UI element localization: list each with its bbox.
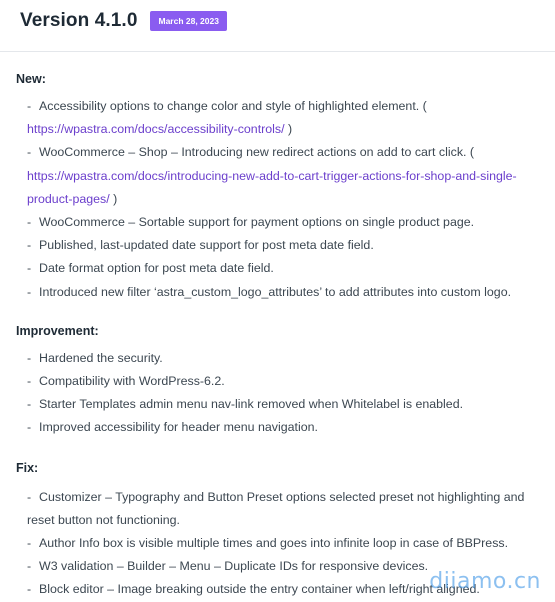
section-title-improvement: Improvement: bbox=[16, 323, 99, 338]
dash-marker: - bbox=[27, 99, 32, 113]
dash-marker: - bbox=[27, 284, 32, 299]
section-improvement bbox=[0, 324, 555, 440]
item-text: Published, last-updated date support for post meta date field. bbox=[39, 238, 374, 253]
new-items-list bbox=[0, 95, 555, 304]
release-date-badge: March 28, 2023 bbox=[150, 11, 226, 31]
watermark-text: diiamo.cn bbox=[429, 569, 541, 594]
add-to-cart-docs-link[interactable]: https://wpastra.com/docs/introducing-new-add-to-cart-trigger-actions-for-shop-and-single-product-pages/ bbox=[27, 168, 517, 206]
item-text: WooCommerce – Sortable support for payment options on single product page. bbox=[39, 215, 475, 230]
item-text: Customizer – Typography and Button Preset options selected preset not highlighting and reset button not functioning. bbox=[27, 489, 525, 527]
item-suffix: ) bbox=[109, 191, 118, 206]
dash-marker: - bbox=[27, 350, 32, 365]
item-text: Improved accessibility for header menu navigation. bbox=[39, 420, 318, 435]
list-item bbox=[27, 347, 535, 370]
item-text: Introduced new filter ‘astra_custom_logo_attributes’ to add attributes into custom logo. bbox=[39, 284, 512, 299]
dash-marker: - bbox=[27, 489, 32, 504]
list-item bbox=[27, 416, 535, 439]
dash-marker: - bbox=[27, 215, 32, 230]
section-title-new: New: bbox=[16, 72, 46, 86]
header-divider bbox=[0, 51, 555, 52]
item-text: Hardened the security. bbox=[39, 350, 163, 365]
section-title-fix: Fix: bbox=[16, 460, 39, 475]
item-text: Accessibility options to change color and style of highlighted element. ( bbox=[39, 99, 427, 113]
dash-marker: - bbox=[27, 374, 32, 389]
list-item bbox=[27, 95, 535, 141]
list-item bbox=[27, 393, 535, 416]
list-item bbox=[27, 234, 535, 257]
dash-marker: - bbox=[27, 582, 32, 597]
changelog-header bbox=[0, 0, 555, 34]
dash-marker: - bbox=[27, 261, 32, 276]
improvement-items-list bbox=[0, 347, 555, 440]
dash-marker: - bbox=[27, 397, 32, 412]
item-text: Date format option for post meta date field. bbox=[39, 261, 274, 276]
section-new bbox=[0, 72, 555, 304]
item-suffix: ) bbox=[284, 122, 293, 137]
list-item bbox=[27, 211, 535, 234]
item-text: Author Info box is visible multiple times and goes into infinite loop in case of BBPress. bbox=[39, 536, 509, 551]
item-text: Compatibility with WordPress-6.2. bbox=[39, 374, 225, 389]
list-item bbox=[27, 370, 535, 393]
list-item bbox=[27, 281, 535, 304]
list-item bbox=[27, 257, 535, 280]
list-item bbox=[27, 486, 535, 532]
item-text: WooCommerce – Shop – Introducing new redirect actions on add to cart click. ( bbox=[39, 145, 475, 160]
dash-marker: - bbox=[27, 145, 32, 160]
dash-marker: - bbox=[27, 559, 32, 574]
item-text: Block editor – Image breaking outside the entry container when left/right aligned. bbox=[39, 582, 480, 597]
item-text: Starter Templates admin menu nav-link removed when Whitelabel is enabled. bbox=[39, 397, 464, 412]
dash-marker: - bbox=[27, 420, 32, 435]
accessibility-controls-link[interactable]: https://wpastra.com/docs/accessibility-controls/ bbox=[27, 122, 285, 137]
dash-marker: - bbox=[27, 238, 32, 253]
item-text: W3 validation – Builder – Menu – Duplicate IDs for responsive devices. bbox=[39, 559, 429, 574]
version-title: Version 4.1.0 bbox=[20, 10, 138, 31]
dash-marker: - bbox=[27, 536, 32, 551]
list-item bbox=[27, 532, 535, 555]
list-item bbox=[27, 141, 535, 211]
